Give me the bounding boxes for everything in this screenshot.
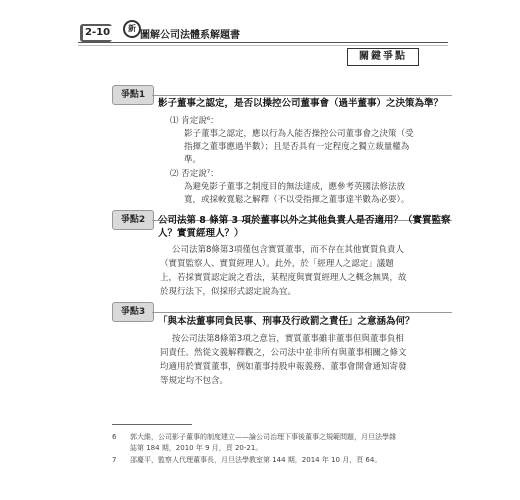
series-logo-icon: 新 [123, 20, 141, 38]
issue-3-line-4: 等規定均不包含。 [160, 376, 229, 386]
footnote-7-line-1: 邵慶平，監察人代理董事長，月旦法學教室第 144 期，2014 年 10 月，頁 64。 [130, 456, 382, 464]
footnote-6-number: 6 [112, 433, 117, 441]
page-number: 2-10 [85, 27, 111, 38]
issue-label-3: 爭點3 [112, 302, 154, 322]
issue-1-line-3: 指揮之董事應過半數）；且是否具有一定程度之獨立裁量權為 [184, 142, 410, 152]
issue-1-line-7: 寬，或採較寬鬆之解釋（不以受指揮之董事達半數為必要）。 [184, 195, 410, 205]
footnote-divider [112, 424, 192, 425]
issue-question-2-line-2: 人？實質經理人？） [158, 228, 244, 239]
issue-label-1: 爭點1 [112, 85, 154, 105]
issue-1-line-1: ⑴ 肯定說⁶： [170, 116, 219, 126]
issue-2-line-4: 於現行法下，似採形式認定說為宜。 [160, 287, 297, 297]
issue-1-line-2: 影子董事之認定，應以行為人能否操控公司董事會之決策（受 [184, 129, 414, 139]
footnote-7-number: 7 [112, 456, 117, 464]
issue-3-line-2: 同責任。然從文義解釋觀之，公司法中並非所有與董事相關之條文 [160, 348, 407, 358]
series-title: 圖解公司法體系解題書 [140, 30, 240, 41]
issue-1-line-5: ⑵ 否定說⁷： [170, 169, 219, 179]
issue-divider-3 [152, 312, 452, 313]
issue-2-line-2: （實質監察人、實質經理人）。此外，於「經理人之認定」議題 [160, 259, 394, 269]
page-header [0, 0, 520, 60]
issue-3-line-1: 按公司法第8條第3項之意旨，實質董事雖非董事但與董事負相 [172, 334, 404, 344]
issue-question-2-line-1: 公司法第 8 條第 3 項於董事以外之其他負責人是否適用？（實質監察 [158, 215, 451, 226]
issue-2-line-1: 公司法第8條第3項僅包含實質董事，而不存在其他實質負責人 [172, 245, 404, 255]
header-divider [78, 42, 448, 43]
footnote-6-line-1: 郭大維，公司影子董事的制度建立——論公司治理下事後董事之規範問題，月旦法學雜 [130, 433, 396, 441]
issue-question-3: 「與本法董事同負民事、刑事及行政罰之責任」之意涵為何？ [158, 316, 415, 327]
issue-question-1: 影子董事之認定，是否以操控公司董事會（過半董事）之決策為準？ [158, 98, 444, 109]
header-divider-secondary [78, 45, 448, 46]
issue-3-line-3: 均適用於實質董事，例如董事持股申報義務、董事會開會通知寄發 [160, 362, 407, 372]
issue-2-line-3: 上，若採實質認定說之看法，某程度與實質經理人之概念無異，故 [160, 273, 407, 283]
section-badge: 關鍵爭點 [347, 48, 419, 66]
footnote-6-line-2: 誌第 184 期，2010 年 9 月，頁 20-21。 [130, 444, 263, 452]
issue-1-line-6: 為避免影子董事之制度目的無法達成，應參考英國法修法放 [184, 182, 406, 192]
issue-1-line-4: 準。 [184, 155, 202, 165]
issue-label-2: 爭點2 [112, 210, 154, 230]
